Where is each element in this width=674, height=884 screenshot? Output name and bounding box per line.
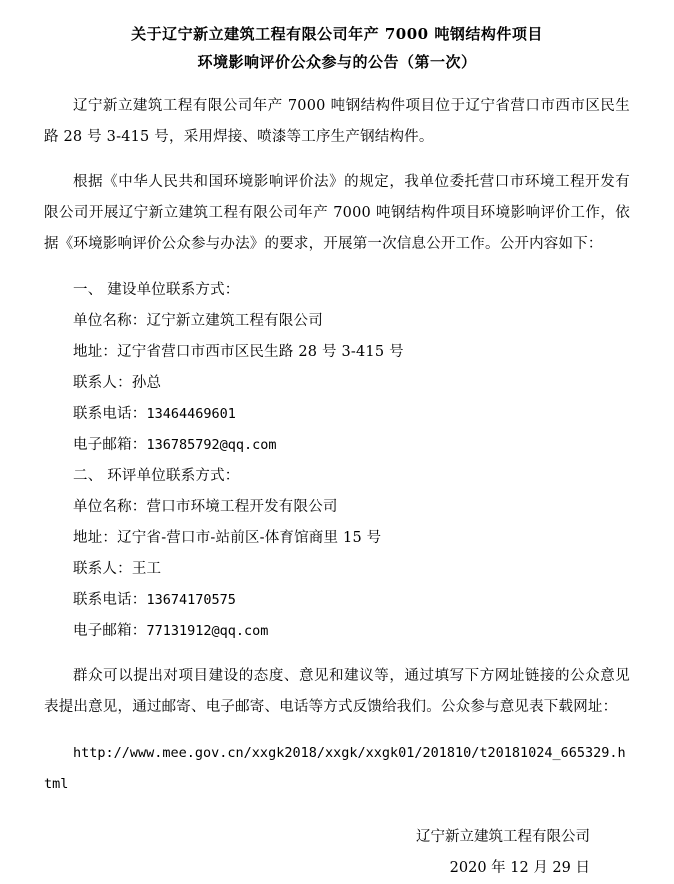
paragraph-public-feedback: 群众可以提出对项目建设的态度、意见和建议等，通过填写下方网址链接的公众意见表提出意见，通过邮寄、电子邮寄、电话等方式反馈给我们。公众参与意见表下载网址： [44, 668, 630, 715]
field-label: 联系电话： [73, 591, 147, 608]
field-assessment-unit-address [44, 523, 630, 554]
signature-company: 辽宁新立建筑工程有限公司 [416, 828, 590, 845]
field-value: 辽宁新立建筑工程有限公司 [146, 312, 323, 329]
field-label: 联系人： [73, 374, 132, 391]
field-label: 地址： [73, 529, 118, 546]
section-heading-assessment-unit: 二、 环评单位联系方式： [73, 467, 240, 484]
field-construction-unit-phone [44, 399, 630, 430]
field-assessment-unit-phone [44, 585, 630, 616]
field-label: 电子邮箱： [73, 436, 147, 453]
field-value: 辽宁省-营口市-站前区-体育馆商里 15 号 [117, 529, 382, 546]
paragraph-legal-basis: 根据《中华人民共和国环境影响评价法》的规定，我单位委托营口市环境工程开发有限公司开展辽宁新立建筑工程有限公司年产 7000 吨钢结构件项目环境影响评价工作，依据《环境影响评价公众参与办法》的要求，开展第一次信息公开工作。公开内容如下： [44, 174, 630, 252]
field-label: 地址： [73, 343, 118, 360]
field-value: 136785792@qq.com [146, 436, 277, 453]
field-value: 营口市环境工程开发有限公司 [146, 498, 338, 515]
field-label: 联系电话： [73, 405, 147, 422]
field-value: 王工 [131, 560, 162, 577]
field-assessment-unit-name [44, 492, 630, 523]
paragraph-project-overview: 辽宁新立建筑工程有限公司年产 7000 吨钢结构件项目位于辽宁省营口市西市区民生路 28 号 3-415 号，采用焊接、喷漆等工序生产钢结构件。 [44, 97, 630, 145]
field-assessment-unit-contact [44, 554, 630, 585]
field-assessment-unit-email [44, 616, 630, 647]
field-label: 单位名称： [73, 498, 147, 515]
field-label: 联系人： [73, 560, 132, 577]
document-title-line-2: 环境影响评价公众参与的公告（第一次） [197, 53, 477, 71]
field-construction-unit-contact [44, 368, 630, 399]
opinion-form-url[interactable]: http://www.mee.gov.cn/xxgk2018/xxgk/xxgk01/201810/t20181024_665329.html [44, 744, 626, 792]
field-construction-unit-name [44, 306, 630, 337]
field-value: 77131912@qq.com [146, 622, 269, 639]
field-label: 单位名称： [73, 312, 147, 329]
field-value: 孙总 [131, 374, 162, 391]
field-label: 电子邮箱： [73, 622, 147, 639]
field-value: 13464469601 [146, 405, 236, 422]
document-title-line-1: 关于辽宁新立建筑工程有限公司年产 7000 吨钢结构件项目 [131, 25, 543, 43]
field-construction-unit-address [44, 337, 630, 368]
field-construction-unit-email [44, 430, 630, 461]
signature-date: 2020 年 12 月 29 日 [449, 859, 590, 876]
field-value: 辽宁省营口市西市区民生路 28 号 3-415 号 [117, 343, 404, 360]
section-heading-construction-unit: 一、 建设单位联系方式： [73, 281, 240, 298]
field-value: 13674170575 [146, 591, 236, 608]
